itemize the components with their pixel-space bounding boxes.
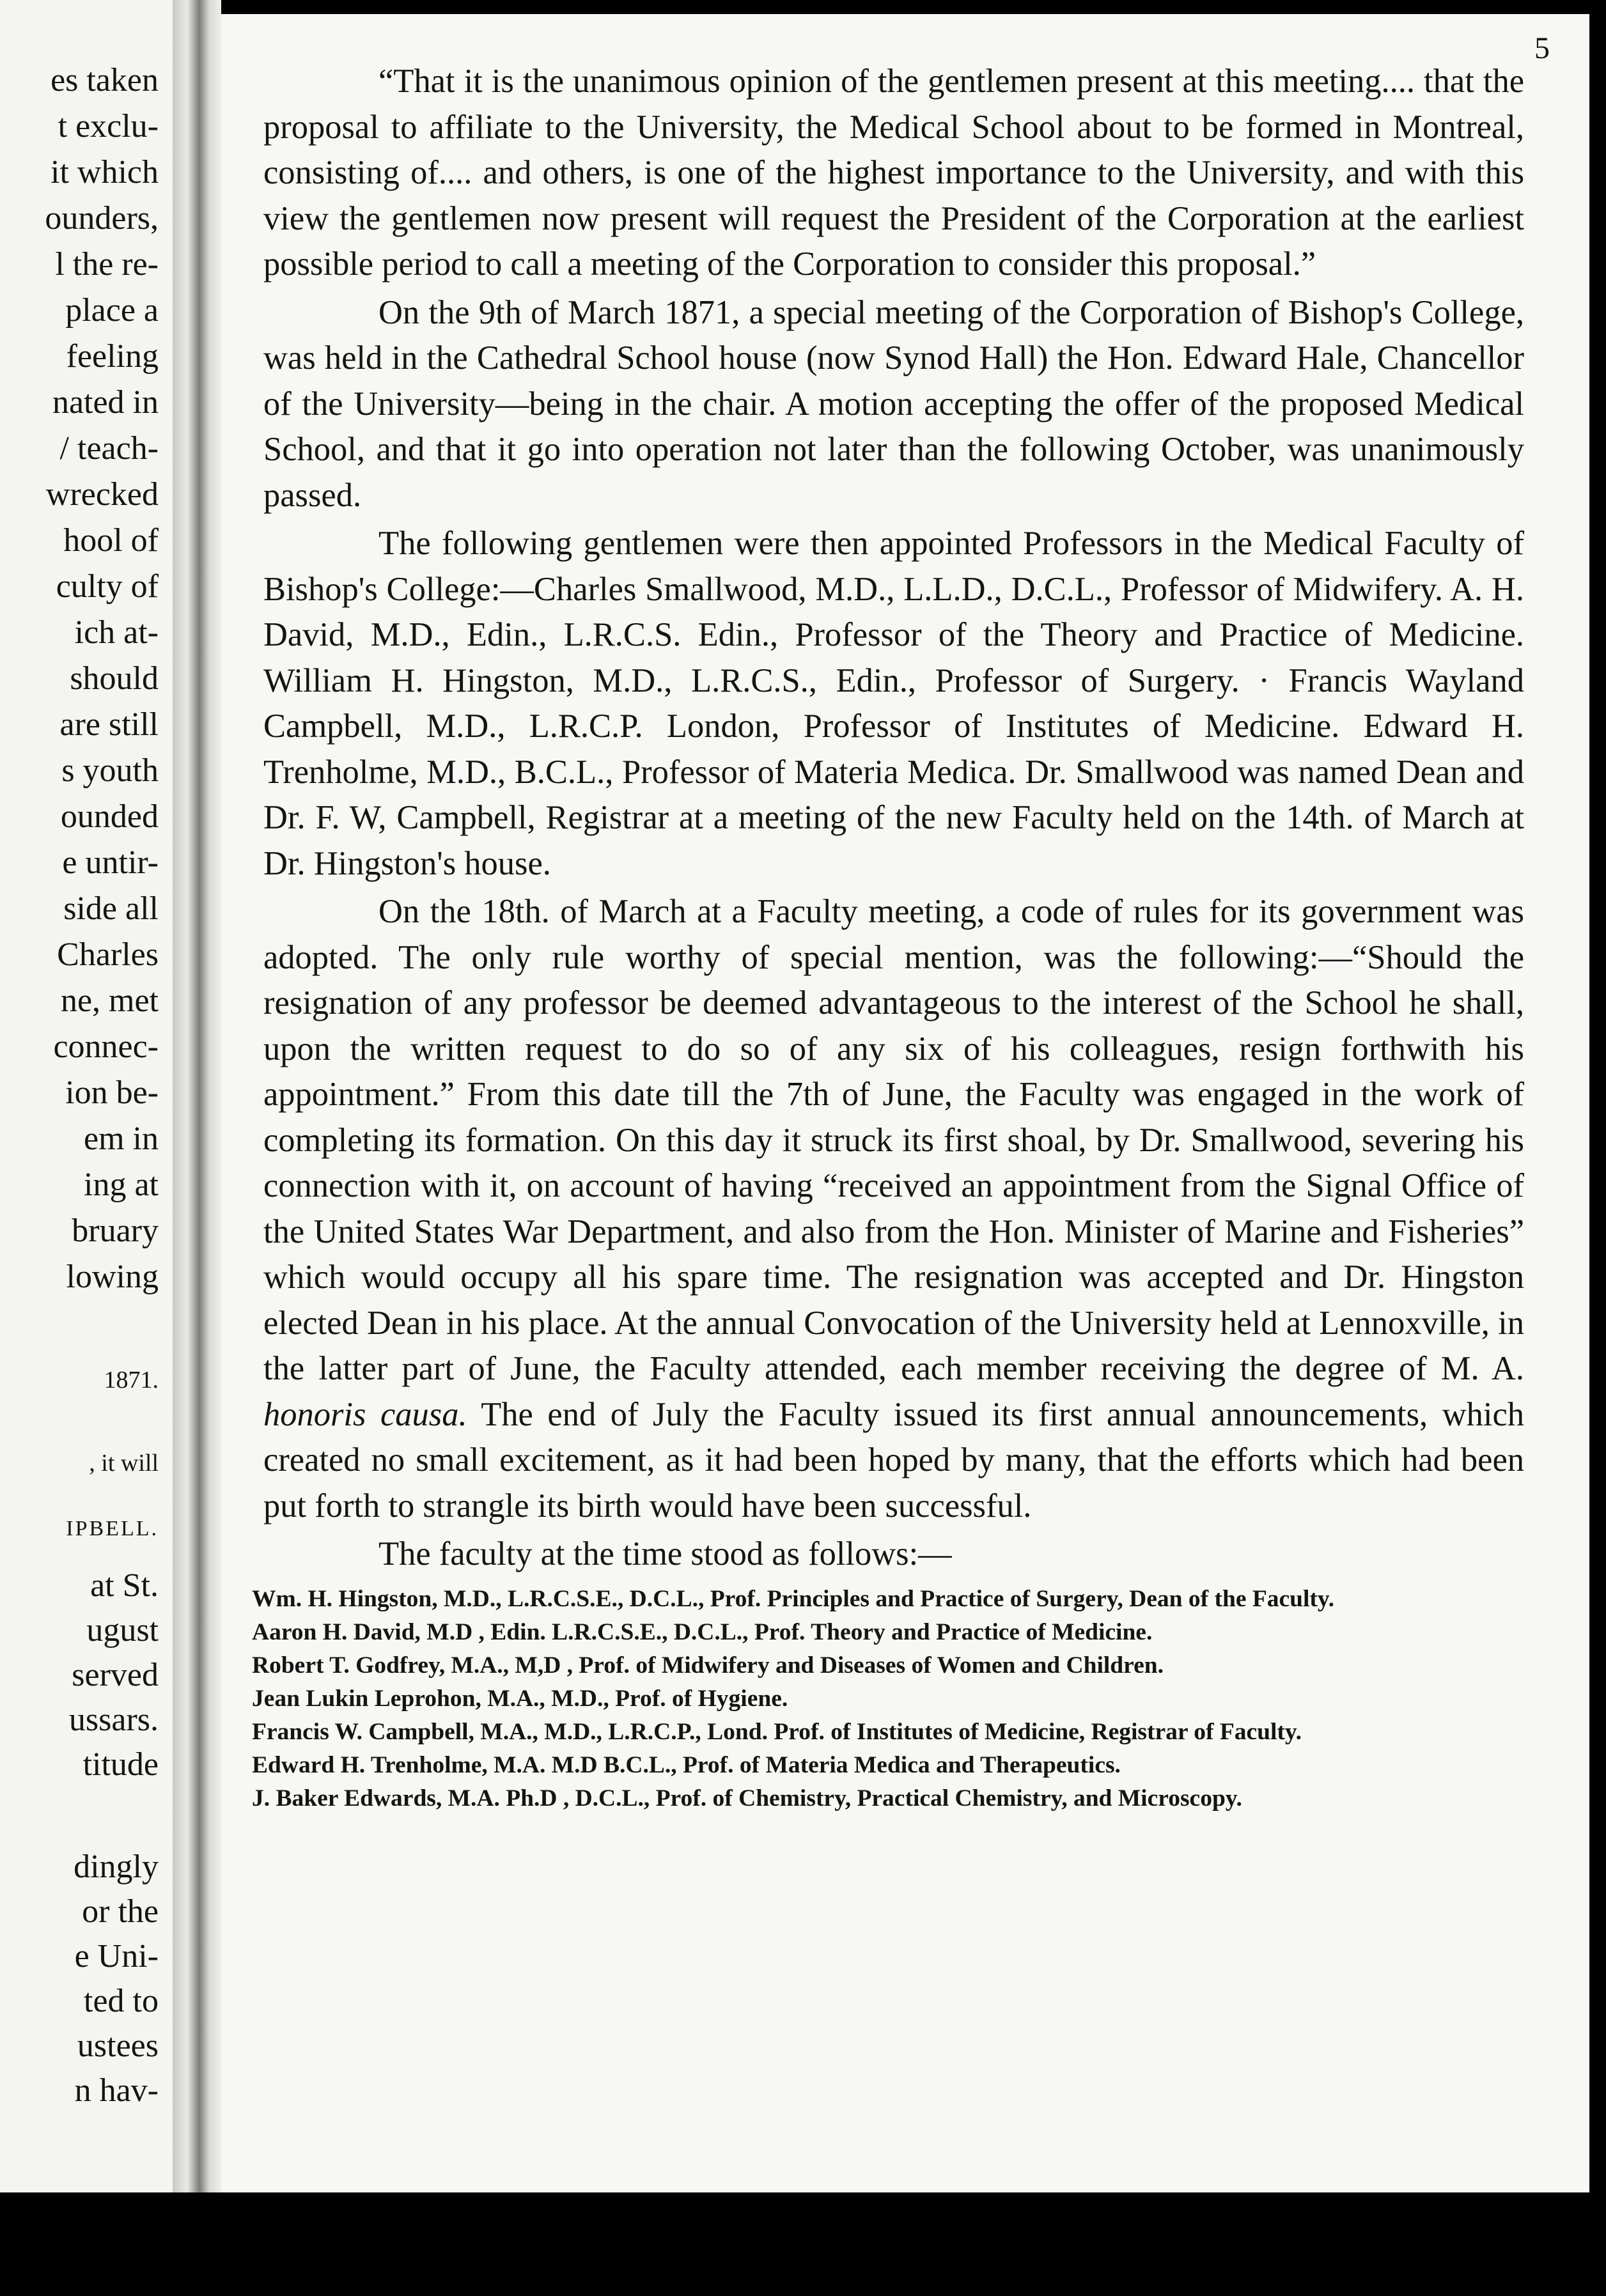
- left-page-fragment: n hav-: [74, 2072, 159, 2109]
- left-page-fragment: bruary: [72, 1213, 159, 1249]
- paragraph-corporation-meeting: On the 9th of March 1871, a special meeting of the Corporation of Bishop's College, was held in the Cathedral School house (now Synod Hall) the Hon. Edward Hale, Chancellor of the University—being in the chair. A motion accepting the offer of the proposed Medical School, and that it go into operation not later than the following October, was unanimously passed.: [263, 293, 1524, 514]
- left-page-fragment: ne, met: [60, 982, 159, 1019]
- left-page-fragment: s youth: [61, 752, 159, 789]
- paragraph-faculty-rules-end: The end of July the Faculty issued its first annual announcements, which created no small excitement, as it had been hoped by many, that the efforts which had been put forth to strangle its birth would have been successful.: [263, 1395, 1524, 1524]
- left-page-fragment: ounded: [60, 798, 159, 835]
- left-page-fragment: place a: [65, 292, 159, 329]
- body-text: [252, 59, 1524, 1815]
- left-page-fragment: / teach-: [59, 430, 159, 467]
- faculty-list-item: Edward H. Trenholme, M.A. M.D B.C.L., Prof. of Materia Medica and Therapeutics.: [252, 1751, 1121, 1778]
- left-facing-page: [0, 0, 173, 2192]
- left-page-fragment: 1871.: [104, 1367, 159, 1393]
- left-page-fragment: it which: [51, 154, 159, 190]
- faculty-list-item: Francis W. Campbell, M.A., M.D., L.R.C.P., Lond. Prof. of Institutes of Medicine, Registrar of Faculty.: [252, 1718, 1302, 1745]
- left-page-fragment: ion be-: [65, 1074, 159, 1111]
- left-page-fragment: ussars.: [68, 1702, 159, 1738]
- left-page-fragment: dingly: [74, 1849, 159, 1885]
- left-page-fragment: e untir-: [62, 844, 159, 881]
- left-page-fragment: at St.: [90, 1567, 159, 1604]
- left-page-fragment: ounders,: [45, 200, 159, 237]
- left-page-fragment: should: [70, 660, 159, 697]
- faculty-list-item: J. Baker Edwards, M.A. Ph.D , D.C.L., Prof. of Chemistry, Practical Chemistry, and Microscopy.: [252, 1785, 1242, 1811]
- left-page-fragment: or the: [82, 1893, 159, 1930]
- left-page-fragment: es taken: [51, 62, 159, 98]
- left-page-fragment: wrecked: [45, 476, 159, 513]
- paragraph-faculty-rules: [263, 889, 1524, 1529]
- left-page-fragment: ing at: [84, 1167, 159, 1203]
- faculty-list: [252, 1583, 1524, 1815]
- left-page-fragment: feeling: [66, 338, 159, 375]
- book-gutter: [173, 0, 221, 2192]
- faculty-list-item: Robert T. Godfrey, M.A., M,D , Prof. of Midwifery and Diseases of Women and Children.: [252, 1652, 1164, 1679]
- left-page-fragment: culty of: [56, 568, 159, 605]
- left-page-fragment: ustees: [77, 2028, 159, 2064]
- paragraph-professors-appointed: The following gentlemen were then appointed Professors in the Medical Faculty of Bishop's College:—Charles Smallwood, M.D., L.L.D., D.C.L., Professor of Midwifery. A. H. David, M.D., Edin., L.R.C.S. Edin., Professor of the Theory and Practice of Medicine. William H. Hingston, M.D., L.R.C.S., Edin., Professor of Surgery. · Francis Wayland Campbell, M.D., L.R.C.P. London, Professor of Institutes of Medicine. Edward H. Trenholme, M.D., B.C.L., Professor of Materia Medica. Dr. Smallwood was named Dean and Dr. F. W, Campbell, Registrar at a meeting of the new Faculty held on the 14th. of March at Dr. Hingston's house.: [263, 525, 1524, 882]
- left-page-fragment: , it will: [89, 1450, 159, 1477]
- faculty-list-item: Jean Lukin Leprohon, M.A., M.D., Prof. of Hygiene.: [252, 1685, 788, 1712]
- faculty-list-item: Aaron H. David, M.D , Edin. L.R.C.S.E., D.C.L., Prof. Theory and Practice of Medicine.: [252, 1618, 1153, 1645]
- left-page-fragment: ugust: [86, 1612, 159, 1648]
- left-page-fragment: hool of: [63, 522, 159, 559]
- left-page-fragment: l the re-: [55, 246, 159, 283]
- faculty-intro: The faculty at the time stood as follows:—: [378, 1535, 952, 1572]
- left-page-fragment: ich at-: [74, 614, 159, 651]
- main-page: [221, 14, 1589, 2251]
- left-page-fragment: titude: [82, 1746, 159, 1783]
- left-page-fragment: nated in: [52, 384, 159, 421]
- left-page-fragment: IPBELL.: [66, 1517, 159, 1540]
- left-page-fragment: em in: [84, 1121, 159, 1157]
- page-number: 5: [1534, 31, 1550, 65]
- paragraph-quote: “That it is the unanimous opinion of the gentlemen present at this meeting.... that the proposal to affiliate to the University, the Medical School about to be formed in Montreal, consisting of.... and others, is one of the highest importance to the University, and with this view the gentlemen now present will request the President of the Corporation at the earliest possible period to call a meeting of the Corporation to consider this proposal.”: [263, 63, 1524, 283]
- left-page-fragment: served: [72, 1657, 159, 1693]
- left-page-fragment: t exclu-: [58, 108, 159, 144]
- left-page-fragment: e Uni-: [74, 1938, 159, 1974]
- left-page-fragment: Charles: [57, 936, 159, 973]
- left-page-fragment: ted to: [84, 1983, 159, 2019]
- honoris-causa-text: honoris causa.: [263, 1395, 467, 1433]
- left-page-fragment: are still: [59, 706, 159, 743]
- left-page-fragment: connec-: [53, 1028, 159, 1065]
- faculty-list-item: Wm. H. Hingston, M.D., L.R.C.S.E., D.C.L., Prof. Principles and Practice of Surgery, Dean of the Faculty.: [252, 1585, 1334, 1612]
- left-page-fragment: side all: [63, 890, 159, 927]
- scan-bottom-edge: [0, 2192, 1606, 2296]
- left-page-fragment: lowing: [66, 1259, 159, 1295]
- paragraph-faculty-rules-text: On the 18th. of March at a Faculty meeting, a code of rules for its government was adopted. The only rule worthy of special mention, was the following:—“Should the resignation of any professor be deemed advantageous to the interest of the School he shall, upon the written request to do so of any six of his colleagues, resign forthwith his appointment.” From this date till the 7th of June, the Faculty was engaged in the work of completing its formation. On this day it struck its first shoal, by Dr. Smallwood, severing his connection with it, on account of having “received an appointment from the Signal Office of the United States War Department, and also from the Hon. Minister of Marine and Fisheries” which would occupy all his spare time. The resignation was accepted and Dr. Hingston elected Dean in his place. At the annual Convocation of the University held at Lennoxville, in the latter part of June, the Faculty attended, each member receiving the degree of M. A.: [263, 893, 1524, 1387]
